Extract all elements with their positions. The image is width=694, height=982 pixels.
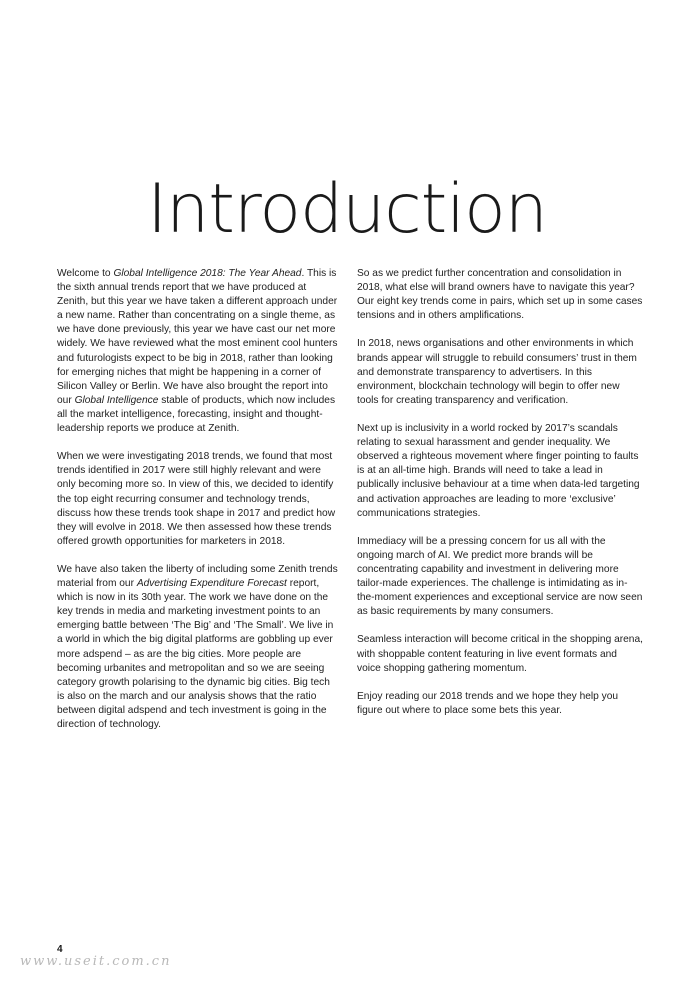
- intro-paragraph-5: In 2018, news organisations and other environments in which brands appear will struggle to rebuild consumers’ trust in them and demonstrate transparency to advertisers. In this environment, blockchain technology will begin to offer new tools for creating transparency and verification.: [357, 338, 637, 406]
- intro-paragraph-9: Enjoy reading our 2018 trends and we hope they help you figure out where to place some bets this year.: [357, 690, 619, 716]
- intro-paragraph-8: Seamless interaction will become critical in the shopping arena, with shoppable content featuring in live event formats and voice shopping gathering momentum.: [357, 634, 643, 674]
- page-number: 4: [57, 944, 63, 955]
- intro-paragraph-6: Next up is inclusivity in a world rocked by 2017’s scandals relating to sexual harassment and gender inequality. We observed a righteous movement where finger pointing to faults is at an all-time high. Brands will need to take a lead in publically inclusive behaviour at a time when data-led targeting and activation approaches are leading to more ‘exclusive’ communications strategies.: [357, 423, 640, 519]
- intro-paragraph-2: When we were investigating 2018 trends, we found that most trends identified in 2017 were still highly relevant and were only becoming more so. In view of this, we decided to identify the top eight recurring consumer and technology trends, discuss how these trends took shape in 2017 and predict how they will evolve in 2018. We then assessed how these trends offered growth opportunities for marketers in 2018.: [57, 451, 336, 547]
- right-column: [357, 267, 643, 732]
- intro-paragraph-4: So as we predict further concentration and consolidation in 2018, what else will brand owners have to navigate this year? Our eight key trends come in pairs, which set up in some cases tensions and in others amplifications.: [357, 268, 643, 322]
- intro-paragraph-1: Welcome to Global Intelligence 2018: The Year Ahead. This is the sixth annual trends report that we have produced at Zenith, but this year we have taken a different approach under a new name. Rather than concentrating on a single theme, as we have done previously, this year we have cast our net more widely. We have reviewed what the most eminent cool hunters and futurologists expect to be big in 2018, rather than looking for emerging niches that might be happening in a corner of Silicon Valley or Berlin. We have also brought the report into our Global Intelligence stable of products, which now includes all the market intelligence, forecasting, insight and thought-leadership reports we produce at Zenith.: [57, 268, 338, 435]
- watermark: www.useit.com.cn: [20, 954, 172, 969]
- intro-paragraph-7: Immediacy will be a pressing concern for us all with the ongoing march of AI. We predict more brands will be concentrating capability and investment in delivering more tailor-made experiences. The challenge is intimidating as in-the-moment experiences and exceptional service are now seen as basic requirements by many consumers.: [357, 535, 643, 618]
- intro-paragraph-3: We have also taken the liberty of including some Zenith trends material from our Advertising Expenditure Forecast report, which is now in its 30th year. The work we have done on the key trends in media and marketing investment points to an emerging battle between ‘The Big’ and ‘The Small’. We live in a world in which the big digital platforms are gobbling up ever more adspend – as are the big cities. More people are becoming urbanites and metropolitan and so we are seeing category growth polarising to the dynamic big cities. Big tech is also on the march and our analysis shows that the ratio between digital adspend and tech investment is going in the direction of technology.: [57, 563, 338, 730]
- left-column: [57, 267, 339, 746]
- page-title: Introduction: [147, 170, 547, 249]
